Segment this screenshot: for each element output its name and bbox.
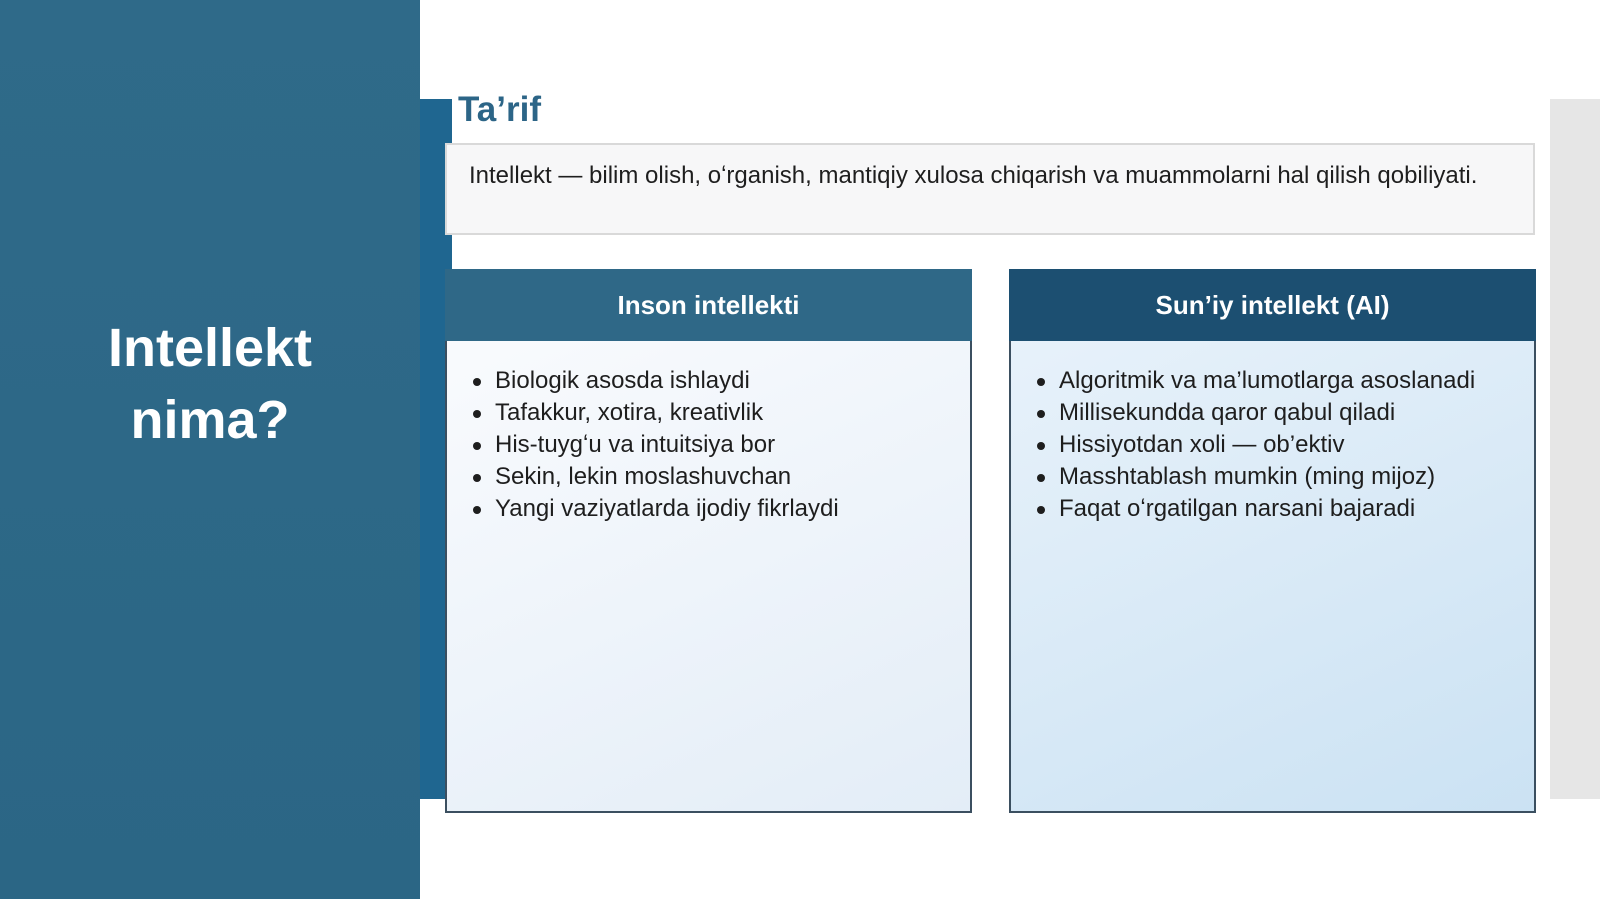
slide-title-line-2: nima? bbox=[130, 390, 290, 450]
list-item: Masshtablash mumkin (ming mijoz) bbox=[1035, 461, 1534, 493]
slide-title bbox=[0, 312, 420, 456]
list-item: His-tuygʻu va intuitsiya bor bbox=[471, 429, 970, 461]
artificial-intellect-header bbox=[1009, 269, 1536, 341]
definition-text: Intellekt — bilim olish, oʻrganish, mantiqiy xulosa chiqarish va muammolarni hal qilish qobiliyati. bbox=[469, 162, 1478, 189]
slide-title-line-1: Intellekt bbox=[107, 318, 313, 378]
human-intellect-header bbox=[445, 269, 972, 341]
list-item: Faqat oʻrgatilgan narsani bajaradi bbox=[1035, 493, 1534, 525]
list-item: Yangi vaziyatlarda ijodiy fikrlaydi bbox=[471, 493, 970, 525]
definition-heading: Ta’rif bbox=[458, 90, 541, 129]
list-item: Algoritmik va ma’lumotlarga asoslanadi bbox=[1035, 365, 1534, 397]
human-intellect-title: Inson intellekti bbox=[617, 289, 800, 320]
list-item: Millisekundda qaror qabul qiladi bbox=[1035, 397, 1534, 429]
human-intellect-list bbox=[447, 341, 970, 525]
right-decorative-strip bbox=[1550, 99, 1600, 799]
artificial-intellect-card bbox=[1009, 269, 1536, 813]
list-item: Hissiyotdan xoli — ob’ektiv bbox=[1035, 429, 1534, 461]
list-item: Sekin, lekin moslashuvchan bbox=[471, 461, 970, 493]
left-title-panel bbox=[0, 0, 420, 899]
list-item: Biologik asosda ishlaydi bbox=[471, 365, 970, 397]
artificial-intellect-list bbox=[1011, 341, 1534, 525]
human-intellect-card bbox=[445, 269, 972, 813]
artificial-intellect-title: Sun’iy intellekt (AI) bbox=[1155, 289, 1390, 320]
list-item: Tafakkur, xotira, kreativlik bbox=[471, 397, 970, 429]
definition-box bbox=[445, 143, 1535, 235]
